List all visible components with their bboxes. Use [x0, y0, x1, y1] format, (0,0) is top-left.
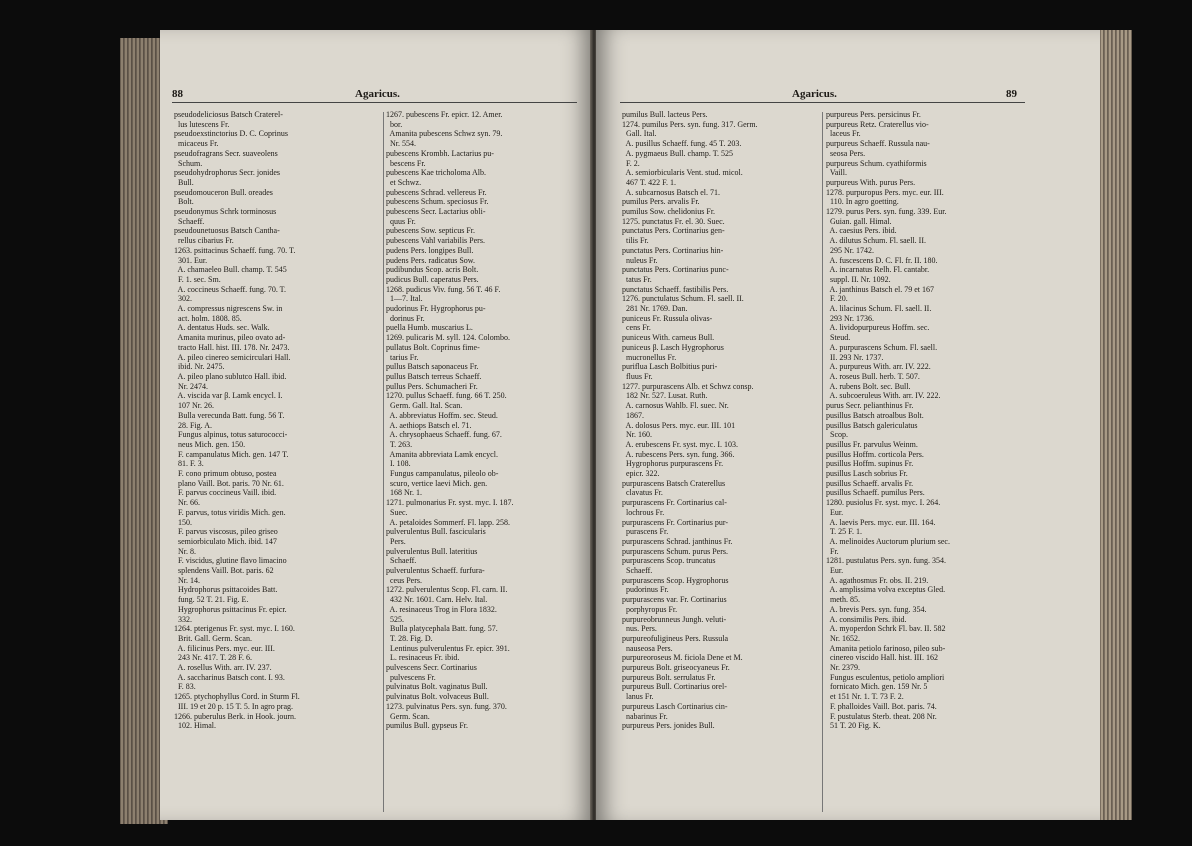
right-page-edges — [1096, 30, 1132, 820]
running-head-right: Agaricus. — [792, 88, 837, 100]
page-number-left: 88 — [172, 88, 183, 100]
right-page — [596, 30, 1100, 820]
right-column-a: pumilus Bull. lacteus Pers. 1274. pumilus Pers. syn. fung. 317. Germ. Gall. Ital. A. pusillus Schaeff. fung. 45 T. 203. A. pygmaeus Bull. champ. T. 525 F. 2. A. semiorbicularis Vent. stud. micol. 467 T. 422 F. 1. A. subcarnosus Batsch el. 71. pumilus Pers. arvalis Fr. pumilus Sow. chelidonius Fr. 1275. punctatus Fr. el. 30. Suec. punctatus Pers. Cortinarius gen- tilis Fr. punctatus Pers. Cortinarius hin- nuleus Fr. punctatus Pers. Cortinarius punc- tatus Fr. punctatus Schaeff. fastibilis Pers. 1276. punctulatus Schum. Fl. saell. II. 281 Nr. 1769. Dan. puniceus Fr. Russula olivas- cens Fr. puniceus With. carneus Bull. puniceus β. Lasch Hygrophorus mucronellus Fr. puriflua Lasch Bolbitius puri- fluus Fr. 1277. purpurascens Alb. et Schwz consp. 182 Nr. 527. Lusat. Ruth. A. carnosus Wahlb. Fl. suec. Nr. 1867. A. dolosus Pers. myc. eur. III. 101 Nr. 160. A. erubescens Fr. syst. myc. I. 103. A. rubescens Pers. syn. fung. 366. Hygrophorus purpurascens Fr. epicr. 322. purpurascens Batsch Craterellus clavatus Fr. purpurascens Fr. Cortinarius cal- lochrous Fr. purpurascens Fr. Cortinarius pur- purascens Fr. purpurascens Schrad. janthinus Fr. purpurascens Schum. purus Pers. purpurascens Scop. truncatus Schaeff. purpurascens Scop. Hygrophorus pudorinus Fr. purpurascens var. Fr. Cortinarius porphyropus Fr. purpureobrunneus Jungh. veluti- nus. Pers. purpureofuligineus Pers. Russula nauseosa Pers. purpureoroseus M. ficiolа Dene et M. purpureus Bolt. griseocyaneus Fr. purpureus Bolt. serrulatus Fr. purpureus Bull. Cortinarius orel- lanus Fr. purpureus Lasch Cortinarius cin- nabarinus Fr. purpureus Pers. jonides Bull. — [622, 110, 758, 731]
header-rule-right — [620, 102, 1025, 103]
left-page — [160, 30, 592, 820]
column-divider-right — [822, 112, 823, 812]
header-rule-left — [172, 102, 577, 103]
running-head-left: Agaricus. — [355, 88, 400, 100]
left-column-a: pseudodeliciosus Batsch Craterel- lus lutescens Fr. pseudoexstinctorius D. C. Coprinus micaceus Fr. pseudofragrans Secr. suaveolens Schum. pseudohydrophorus Secr. jonides Bull. pseudomouceron Bull. oreades Bolt. pseudonymus Schrk torminosus Schaeff. pseudounetuosus Batsch Cantha- rellus cibarius Fr. 1263. psittacinus Schaeff. fung. 70. T. 301. Eur. A. chamaeleo Bull. champ. T. 545 F. 1. sec. Sm. A. coccineus Schaeff. fung. 70. T. 302. A. compressus nigrescens Sw. in act. holm. 1808. 85. A. dentatus Huds. sec. Walk. Amanita murinus, pileo ovato ad- tracto Hall. hist. III. 178. Nr. 2473. A. pileo cinereo semicirculari Hall. ibid. Nr. 2475. A. pileo plano sublutco Hall. ibid. Nr. 2474. A. viscida var β. Lamk encycl. I. 107 Nr. 26. Bulla verecunda Batt. fung. 56 T. 28. Fig. A. Fungus alpinus, totus saturococci- neus Mich. gen. 150. F. campanulatus Mich. gen. 147 T. 81. F. 3. F. cono primum obtuso, postea plano Vaill. Bot. paris. 70 Nr. 61. F. parvus coccineus Vaill. ibid. Nr. 66. F. parvus, totus viridis Mich. gen. 150. F. parvus viscosus, pileo griseo semiorbiculato Mich. ibid. 147 Nr. 8. F. viscidus, glutine flavo limacino splendens Vaill. Bot. paris. 62 Nr. 14. Hydrophorus psittacoides Batt. fung. 52 T. 21. Fig. E. Hygrophorus psittacinus Fr. epicr. 332. 1264. pterigenus Fr. syst. myc. I. 160. Brit. Gall. Germ. Scan. A. filicinus Pers. myc. eur. III. 243 Nr. 417. T. 28 F. 6. A. rosellus With. arr. IV. 237. A. saccharinus Batsch cont. I. 93. F. 83. 1265. ptychophyllus Cord. in Sturm Fl. III. 19 et 20 p. 15 T. 5. In agro prag. 1266. puberulus Berk. in Hook. journ. 102. Himal. — [174, 110, 300, 731]
left-column-b: 1267. pubescens Fr. epicr. 12. Amer. bor. Amanita pubescens Schwz syn. 79. Nr. 554. pubescens Krombh. Lactarius pu- bescens Fr. pubescens Kae tricholoma Alb. et Schwz. pubescens Schrad. vellereus Fr. pubescens Schum. speciosus Fr. pubescens Secr. Lactarius obli- quus Fr. pubescens Sow. septicus Fr. pubescens Vahl variabilis Pers. pudens Pers. longipes Bull. pudens Pers. radicatus Sow. pudibundus Scop. acris Bolt. pudicus Bull. caperatus Pers. 1268. pudicus Viv. fung. 56 T. 46 F. 1—7. Ital. pudorinus Fr. Hygrophorus pu- dorinus Fr. puella Humb. muscarius L. 1269. pulicaris M. syll. 124. Colombo. pullatus Bolt. Coprinus fime- tarius Fr. pullus Batsch saponaceus Fr. pullus Batsch terreus Schaeff. pullus Pers. Schumacheri Fr. 1270. pullus Schaeff. fung. 66 T. 250. Germ. Gall. Ital. Scan. A. abbreviatus Hoffm. sec. Steud. A. aethiops Batsch el. 71. A. chrysophaeus Schaeff. fung. 67. T. 263. Amanita abbreviata Lamk encycl. I. 108. Fungus campanulatus, pileolo ob- scuro, vertice laevi Mich. gen. 168 Nr. 1. 1271. pulmonarius Fr. syst. myc. I. 187. Suec. A. petaloides Sommerf. Fl. lapp. 258. pulverulentus Bull. fascicularis Pers. pulverulentus Bull. lateritius Schaeff. pulverulentus Schaeff. furfura- ceus Pers. 1272. pulverulentus Scop. Fl. carn. II. 432 Nr. 1601. Carn. Helv. Ital. A. resinaceus Trog in Flora 1832. 525. Bulla platycephala Batt. fung. 57. T. 28. Fig. D. Lentinus pulverulentus Fr. epicr. 391. L. resinaceus Fr. ibid. pulvescens Secr. Cortinarius pulvescens Fr. pulvinatus Bolt. vaginatus Bull. pulvinatus Bolt. volvaceus Bull. 1273. pulvinatus Pers. syn. fung. 370. Germ. Scan. pumilus Bull. gypseus Fr. — [386, 110, 514, 731]
page-number-right: 89 — [1006, 88, 1017, 100]
right-column-b: purpureus Pers. persicinus Fr. purpureus Retz. Craterellus vio- laceus Fr. purpureus Schaeff. Russula nau- seosa Pers. purpureus Schum. cyathiformis Vaill. purpureus With. purus Pers. 1278. purpuropus Pers. myc. eur. III. 110. In agro goetting. 1279. purus Pers. syn. fung. 339. Eur. Guian. gall. Himal. A. caesius Pers. ibid. A. dilutus Schum. Fl. saell. II. 295 Nr. 1742. A. fuscescens D. C. Fl. fr. II. 180. A. incarnatus Relh. Fl. cantabr. suppl. II. Nr. 1092. A. janthinus Batsch el. 79 et 167 F. 20. A. lilacinus Schum. Fl. saell. II. 293 Nr. 1736. A. lividopurpureus Hoffm. sec. Steud. A. purpurascens Schum. Fl. saell. II. 293 Nr. 1737. A. purpureus With. arr. IV. 222. A. roseus Bull. herb. T. 507. A. rubens Bolt. sec. Bull. A. subcoeruleus With. arr. IV. 222. purus Secr. pelianthinus Fr. pusillus Batsch atroalbus Bolt. pusillus Batsch galericulatus Scop. pusillus Fr. parvulus Weinm. pusillus Hoffm. corticola Pers. pusillus Hoffm. supinus Fr. pusillus Lasch sobrius Fr. pusillus Schaeff. arvalis Fr. pusillus Schaeff. pumilus Pers. 1280. pusiolus Fr. syst. myc. I. 264. Eur. A. laevis Pers. myc. eur. III. 164. T. 25 F. 1. A. melinoides Auctorum plurium sec. Fr. 1281. pustulatus Pers. syn. fung. 354. Eur. A. agathosmus Fr. obs. II. 219. A. amplissima volva exceptus Gled. meth. 85. A. brevis Pers. syn. fung. 354. A. consimilis Pers. ibid. A. myoperdon Schrk Fl. bav. II. 582 Nr. 1652. Amanita petiolo farinoso, pileo sub- cinereo viscido Hall. hist. III. 162 Nr. 2379. Fungus esculentus, petiolo ampliori fornicato Mich. gen. 159 Nr. 5 et 151 Nr. 1. T. 73 F. 2. F. phalloides Vaill. Bot. paris. 74. F. pustulatus Sterb. theat. 208 Nr. 51 T. 20 Fig. K. — [826, 110, 950, 731]
column-divider-left — [383, 112, 384, 812]
